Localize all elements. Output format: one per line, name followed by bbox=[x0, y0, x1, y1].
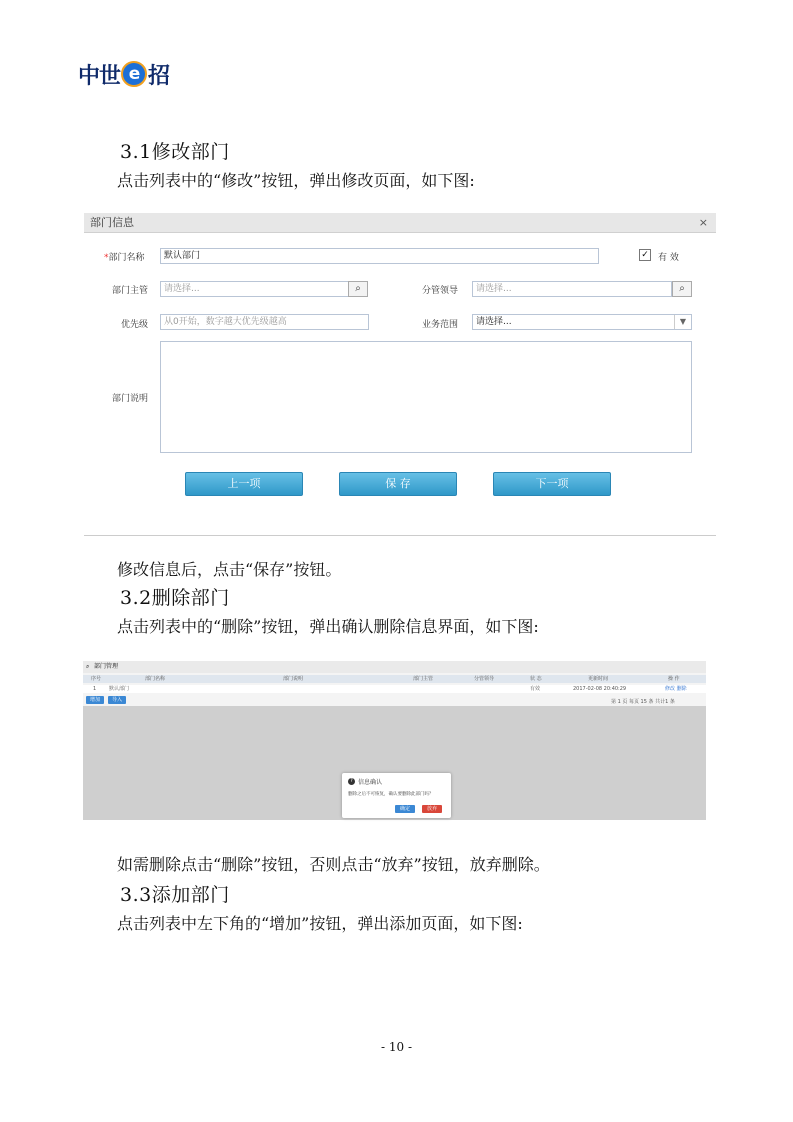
col-desc: 部门说明 bbox=[283, 676, 304, 682]
form-titlebar bbox=[84, 213, 716, 233]
save-button[interactable]: 保 存 bbox=[339, 472, 457, 496]
desc-label: 部门说明 bbox=[112, 394, 149, 404]
chevron-down-icon[interactable]: ▼ bbox=[674, 315, 691, 329]
confirm-dialog bbox=[342, 773, 451, 818]
section-heading-delete: 3.2删除部门 bbox=[120, 587, 230, 609]
col-name: 部门名称 bbox=[145, 676, 166, 682]
import-button[interactable]: 导入 bbox=[108, 696, 126, 704]
col-actions: 操 作 bbox=[668, 676, 680, 682]
list-title: ⌕ 部门管理 bbox=[83, 661, 706, 673]
section-after-delete: 如需删除点击“删除”按钮，否则点击“放弃”按钮，放弃删除。 bbox=[117, 855, 550, 874]
priority-label: 优先级 bbox=[121, 320, 149, 330]
valid-label: 有 效 bbox=[658, 253, 679, 263]
pager[interactable]: 第 1 页 每页 15 条 共计1 条 bbox=[611, 699, 675, 705]
table-header bbox=[83, 675, 706, 683]
leader-label: 分管领导 bbox=[422, 286, 459, 296]
col-status: 状 态 bbox=[530, 676, 542, 682]
col-index: 序号 bbox=[91, 676, 102, 682]
col-leader: 分管领导 bbox=[474, 676, 495, 682]
scope-label: 业务范围 bbox=[422, 320, 459, 330]
table-row bbox=[83, 685, 706, 693]
prev-button[interactable]: 上一项 bbox=[185, 472, 303, 496]
logo-text-a: 中世 bbox=[78, 63, 121, 89]
leader-search-icon[interactable]: ⌕ bbox=[672, 281, 692, 297]
desc-textarea[interactable] bbox=[160, 341, 692, 453]
valid-checkbox[interactable]: ✓ bbox=[639, 249, 651, 261]
search-icon: ⌕ bbox=[86, 663, 90, 670]
manager-input[interactable]: 请选择... bbox=[160, 281, 349, 297]
confirm-cancel-button[interactable]: 放弃 bbox=[422, 805, 442, 813]
scope-placeholder: 请选择... bbox=[476, 317, 512, 327]
section-intro-edit: 点击列表中的“修改”按钮，弹出修改页面，如下图: bbox=[117, 171, 475, 190]
row-actions[interactable]: 修改 删除 bbox=[665, 686, 687, 692]
section-intro-delete: 点击列表中的“删除”按钮，弹出确认删除信息界面，如下图: bbox=[117, 617, 539, 636]
company-logo bbox=[78, 60, 169, 88]
row-index: 1 bbox=[93, 686, 97, 692]
priority-input[interactable]: 从0开始，数字越大优先级越高 bbox=[160, 314, 369, 330]
leader-input[interactable]: 请选择... bbox=[472, 281, 672, 297]
manager-search-icon[interactable]: ⌕ bbox=[348, 281, 368, 297]
section-intro-add: 点击列表中左下角的“增加”按钮，弹出添加页面，如下图: bbox=[117, 914, 523, 933]
department-list-screenshot bbox=[83, 661, 706, 820]
col-manager: 部门主管 bbox=[413, 676, 434, 682]
section-after-edit: 修改信息后，点击“保存”按钮。 bbox=[117, 560, 342, 579]
name-input[interactable]: 默认部门 bbox=[160, 248, 599, 264]
next-button[interactable]: 下一项 bbox=[493, 472, 611, 496]
form-title: 部门信息 bbox=[90, 216, 134, 229]
logo-text-b: 招 bbox=[148, 63, 170, 89]
row-updated: 2017-02-08 20:40:29 bbox=[573, 686, 627, 692]
question-icon: ? bbox=[348, 778, 355, 785]
row-status: 有效 bbox=[530, 686, 541, 692]
scope-select[interactable] bbox=[472, 314, 692, 330]
edit-department-form bbox=[84, 213, 716, 536]
manager-label: 部门主管 bbox=[112, 286, 149, 296]
dialog-title: 信息确认 bbox=[358, 779, 383, 786]
confirm-ok-button[interactable]: 确定 bbox=[395, 805, 415, 813]
section-heading-add: 3.3添加部门 bbox=[120, 884, 230, 906]
logo-e-icon: e bbox=[121, 61, 147, 87]
col-updated: 更新时间 bbox=[588, 676, 609, 682]
name-label: *部门名称 bbox=[104, 253, 145, 263]
close-icon[interactable]: × bbox=[698, 216, 708, 229]
dialog-message: 删除之后不可恢复，确认要删除此部门吗？ bbox=[348, 792, 434, 797]
page-number: - 10 - bbox=[380, 1040, 412, 1054]
row-name: 默认部门 bbox=[109, 686, 130, 692]
list-panel bbox=[83, 661, 706, 706]
section-heading-edit: 3.1修改部门 bbox=[120, 141, 230, 163]
add-button[interactable]: 增加 bbox=[86, 696, 104, 704]
